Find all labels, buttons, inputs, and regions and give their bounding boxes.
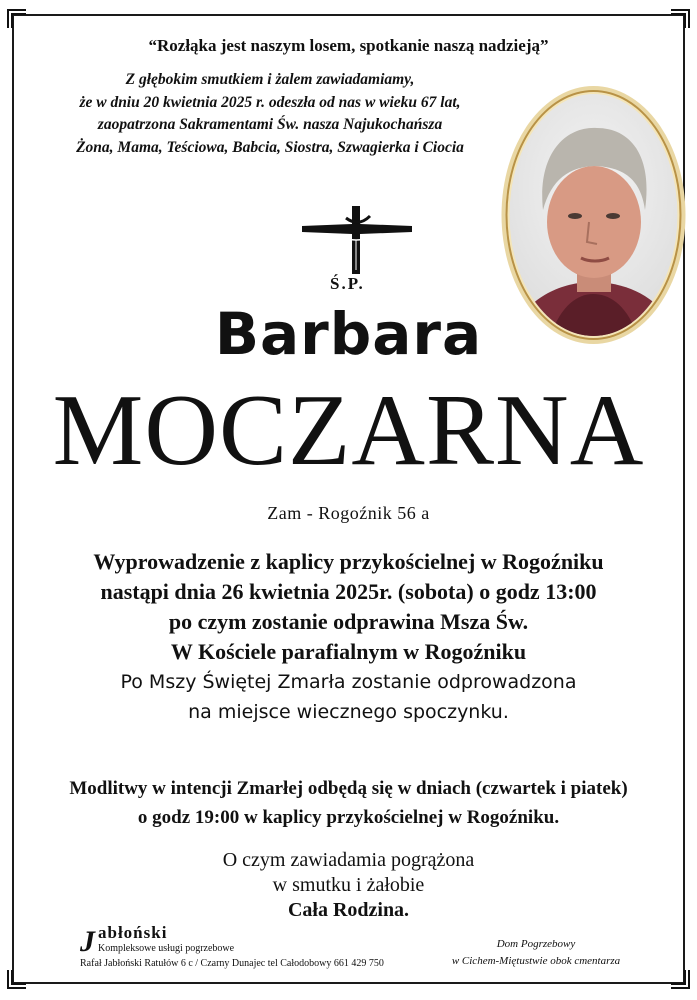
intro-line: że w dniu 20 kwietnia 2025 r. odeszła od nas w wieku 67 lat, (79, 93, 461, 111)
logo-subtitle: Kompleksowe usługi pogrzebowe (98, 943, 235, 954)
prayer-line: o godz 19:00 w kaplicy przykościelnej w Rogoźniku. (137, 807, 560, 828)
ceremony-line: nastąpi dnia 26 kwietnia 2025r. (sobota) o godz 13:00 (100, 579, 597, 604)
intro-line: Żona, Mama, Teściowa, Babcia, Siostra, Szwagierka i Ciocia (76, 138, 464, 156)
address: Zam - Rogoźnik 56 a (267, 503, 430, 523)
prayer-details (0, 774, 697, 832)
cross-icon (300, 204, 414, 276)
quote: “Rozłąka jest naszym losem, spotkanie naszą nadzieją” (148, 36, 549, 55)
funeral-home-location (430, 936, 642, 970)
ceremony-line: Wyprowadzenie z kaplicy przykościelnej w Rogoźniku (93, 549, 604, 574)
corner-ornament-icon (6, 968, 28, 990)
first-name: Barbara (214, 300, 483, 368)
last-name: MOCZARNA (52, 374, 645, 487)
logo-name: abłoński (98, 923, 168, 942)
logo-initial: J (80, 925, 95, 958)
ceremony-line: po czym zostanie odprawina Msza Św. (168, 609, 529, 634)
signature-line: Cała Rodzina. (287, 899, 410, 921)
ceremony-line: W Kościele parafialnym w Rogoźniku (170, 639, 527, 664)
ceremony-details (0, 547, 697, 727)
closing-line: w smutku i żałobie (272, 874, 425, 896)
corner-ornament-icon (6, 8, 28, 30)
closing-line: O czym zawiadamia pogrążona (222, 849, 475, 871)
corner-ornament-icon (669, 968, 691, 990)
intro-line: zaopatrzona Sakramentami Św. nasza Najukochańsza (97, 116, 443, 134)
burial-line: na miejsce wiecznego spoczynku. (188, 701, 509, 723)
corner-ornament-icon (669, 8, 691, 30)
closing-text (0, 848, 697, 923)
sp-abbreviation: Ś.P. (330, 274, 365, 293)
burial-line: Po Mszy Świętej Zmarła zostanie odprowadzona (120, 671, 577, 693)
dom-line: Dom Pogrzebowy (496, 938, 576, 950)
dom-line: w Cichem-Miętustwie obok cmentarza (451, 955, 621, 967)
intro-text (50, 69, 490, 159)
intro-line: Z głębokim smutkiem i żalem zawiadamiamy, (125, 71, 415, 88)
funeral-home-address: Rafał Jabłoński Ratułów 6 c / Czarny Dunajec tel Całodobowy 661 429 750 (80, 958, 384, 969)
prayer-line: Modlitwy w intencji Zmarłej odbędą się w dniach (czwartek i piatek) (69, 778, 628, 799)
